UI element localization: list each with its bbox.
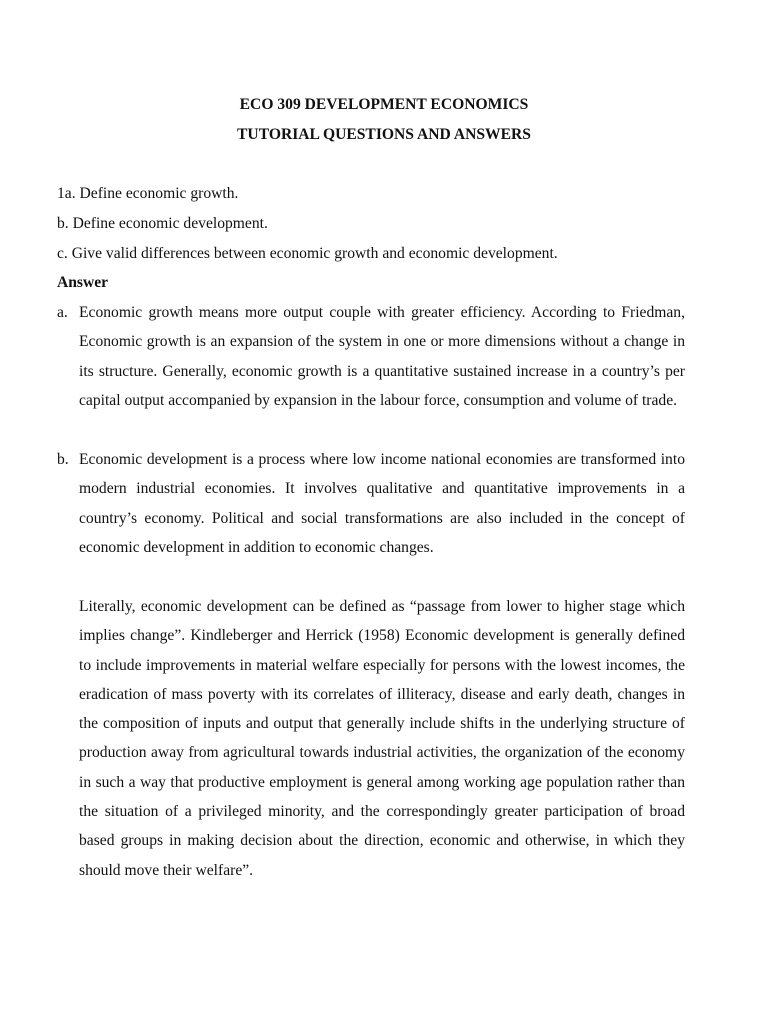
question-1c: c. Give valid differences between economic growth and economic development. xyxy=(57,245,558,262)
document-subtitle: TUTORIAL QUESTIONS AND ANSWERS xyxy=(237,126,531,143)
question-1a: 1a. Define economic growth. xyxy=(57,185,239,202)
answer-b-paragraph-2-text: Literally, economic development can be defined as “passage from lower to higher stage which implies change”. Kindleberger and Herrick (1958) Economic development is generally defined to include improvements in material welfare especially for persons with the lowest incomes, the eradication of mass poverty with its correlates of illiteracy, disease and early death, changes in the composition of inputs and output that generally include shifts in the underlying structure of production away from agricultural towards industrial activities, the organization of the economy in such a way that productive employment is general among working age population rather than the situation of a privileged minority, and the correspondingly greater participation of broad based groups in making decision about the direction, economic and otherwise, in which they should move their welfare”. xyxy=(79,598,685,879)
answer-heading: Answer xyxy=(57,274,109,291)
list-marker: b. xyxy=(57,451,69,468)
question-1b: b. Define economic development. xyxy=(57,215,268,232)
answer-b-text: Economic development is a process where low income national economies are transformed into modern industrial economies. It involves qualitative and quantitative improvements in a country’s economy. Political and social transformations are also included in the concept of economic development in addition to economic changes. xyxy=(79,451,685,556)
answer-a-text: Economic growth means more output couple with greater efficiency. According to Friedman, Economic growth is an expansion of the system in one or more dimensions without a change in its structure. Generally, economic growth is a quantitative sustained increase in a country’s per capital output accompanied by expansion in the labour force, consumption and volume of trade. xyxy=(79,304,685,409)
document-title: ECO 309 DEVELOPMENT ECONOMICS xyxy=(239,96,529,113)
list-marker: a. xyxy=(57,304,68,321)
